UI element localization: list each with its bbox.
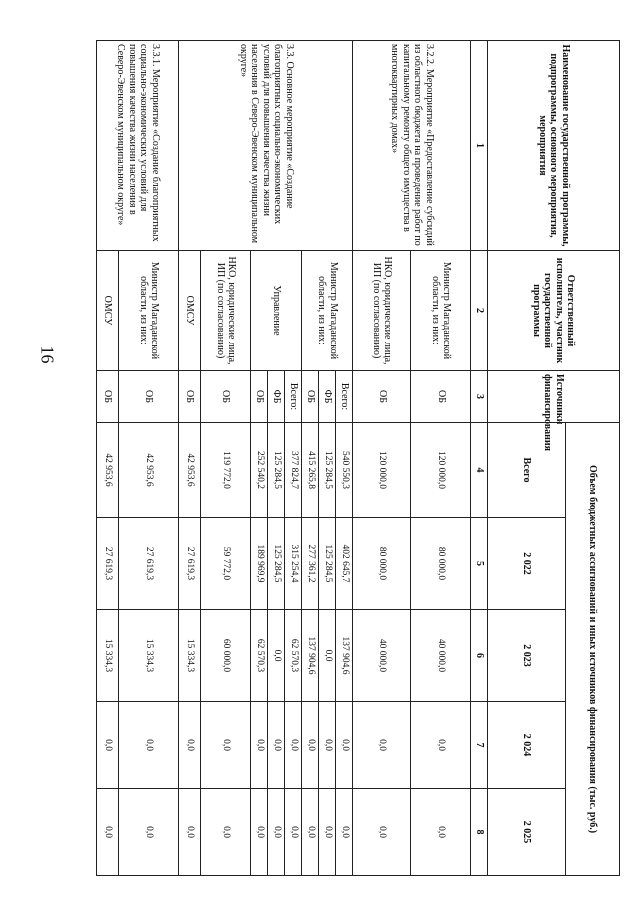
table-row <box>119 41 179 876</box>
cell-total: 120 000,0 <box>353 423 411 518</box>
row-responsible: НКО, юридические лица, ИП (по согласованию) <box>201 251 251 371</box>
row-responsible: Министр Магаданской области, из них: <box>411 251 471 371</box>
cell-2025: 0,0 <box>179 789 201 876</box>
cell-total: 125 284,5 <box>268 423 285 518</box>
cell-2023: 60 000,0 <box>201 610 251 702</box>
cell-total: 377 824,7 <box>285 423 302 518</box>
row-responsible: НКО, юридические лица, ИП (по согласованию) <box>353 251 411 371</box>
cell-2023: 15 334,3 <box>179 610 201 702</box>
cell-2024: 0,0 <box>119 702 179 789</box>
row-responsible: Министр Магаданской области, из них: <box>119 251 179 371</box>
cell-2022: 277 361,2 <box>302 518 319 610</box>
rotated-page <box>96 40 620 875</box>
header-total: Всего <box>488 423 566 518</box>
cell-2022: 125 284,5 <box>268 518 285 610</box>
cell-2022: 59 772,0 <box>201 518 251 610</box>
header-2023: 2 023 <box>488 610 566 702</box>
cell-2023: 137 904,6 <box>302 610 319 702</box>
cell-2025: 0,0 <box>285 789 302 876</box>
cell-2025: 0,0 <box>302 789 319 876</box>
row-responsible: ОМСУ <box>97 251 119 371</box>
cell-2023: 40 000,0 <box>353 610 411 702</box>
cell-2023: 0,0 <box>268 610 285 702</box>
header-responsible: Ответственный исполнитель, участник государственной программы <box>488 251 620 371</box>
cell-2023: 62 570,3 <box>285 610 302 702</box>
row-source: ОБ <box>302 371 319 423</box>
header-2024: 2 024 <box>488 702 566 789</box>
cell-2025: 0,0 <box>411 789 471 876</box>
cell-total: 42 953,6 <box>97 423 119 518</box>
row-name: 3.2.2. Мероприятие «Предоставление субсидий из областного бюджета на проведение работ по капитальному ремонту общего имущества в многоквартирных домах» <box>353 41 471 251</box>
cell-2024: 0,0 <box>411 702 471 789</box>
cell-2024: 0,0 <box>285 702 302 789</box>
row-responsible: Управление <box>251 251 302 371</box>
row-source: ОБ <box>97 371 119 423</box>
cell-2024: 0,0 <box>353 702 411 789</box>
colnum-8: 8 <box>471 789 488 876</box>
cell-total: 125 284,5 <box>319 423 336 518</box>
row-source: ОБ <box>411 371 471 423</box>
cell-total: 42 953,6 <box>119 423 179 518</box>
cell-total: 540 550,3 <box>336 423 353 518</box>
cell-2022: 189 969,9 <box>251 518 268 610</box>
row-source: Всего: <box>336 371 353 423</box>
row-responsible: Министр Магаданской области, из них: <box>302 251 353 371</box>
colnum-3: 3 <box>471 371 488 423</box>
cell-2023: 62 570,3 <box>251 610 268 702</box>
row-name: 3.3.1. Мероприятие «Создание благоприятных социально-экономических условий для повышения качества жизни населения в Северо-Эвенском муниципальном округе» <box>97 41 179 251</box>
cell-2024: 0,0 <box>201 702 251 789</box>
cell-total: 42 953,6 <box>179 423 201 518</box>
cell-total: 415 265,8 <box>302 423 319 518</box>
cell-2025: 0,0 <box>319 789 336 876</box>
colnum-6: 6 <box>471 610 488 702</box>
row-name: 3.3. Основное мероприятие «Создание благоприятных социально-экономических условий для повышения качества жизни населения в Северо-Эвенском муниципальном округе» <box>179 41 353 251</box>
row-source: ОБ <box>353 371 411 423</box>
cell-2022: 402 645,7 <box>336 518 353 610</box>
header-source: Источники финансирования <box>488 371 620 423</box>
cell-2025: 0,0 <box>336 789 353 876</box>
cell-2022: 27 619,3 <box>97 518 119 610</box>
page-number: 16 <box>37 345 58 364</box>
cell-2025: 0,0 <box>353 789 411 876</box>
row-source: ОБ <box>251 371 268 423</box>
cell-2023: 15 334,3 <box>97 610 119 702</box>
colnum-1: 1 <box>471 41 488 251</box>
header-2022: 2 022 <box>488 518 566 610</box>
cell-2025: 0,0 <box>119 789 179 876</box>
cell-2025: 0,0 <box>268 789 285 876</box>
row-responsible: ОМСУ <box>179 251 201 371</box>
funding-table <box>96 40 620 876</box>
cell-2022: 27 619,3 <box>179 518 201 610</box>
cell-2024: 0,0 <box>302 702 319 789</box>
header-name: Наименование государственной программы, подпрограммы, основного мероприятия, мероприятия <box>488 41 620 251</box>
cell-total: 119 772,0 <box>201 423 251 518</box>
row-source: ОБ <box>201 371 251 423</box>
cell-2022: 125 284,5 <box>319 518 336 610</box>
cell-2025: 0,0 <box>97 789 119 876</box>
cell-2024: 0,0 <box>268 702 285 789</box>
cell-2023: 137 904,6 <box>336 610 353 702</box>
cell-2025: 0,0 <box>251 789 268 876</box>
colnum-4: 4 <box>471 423 488 518</box>
cell-2023: 15 334,3 <box>119 610 179 702</box>
colnum-7: 7 <box>471 702 488 789</box>
row-source: ОБ <box>119 371 179 423</box>
row-source: ФБ <box>268 371 285 423</box>
cell-2023: 0,0 <box>319 610 336 702</box>
cell-2024: 0,0 <box>179 702 201 789</box>
header-2025: 2 025 <box>488 789 566 876</box>
colnum-2: 2 <box>471 251 488 371</box>
cell-2022: 27 619,3 <box>119 518 179 610</box>
table-wrapper <box>96 40 620 875</box>
cell-total: 252 540,2 <box>251 423 268 518</box>
cell-2024: 0,0 <box>251 702 268 789</box>
cell-2024: 0,0 <box>97 702 119 789</box>
table-row <box>411 41 471 876</box>
header-funding-group: Объем бюджетных ассигнований и иных источников финансирования (тыс. руб.) <box>566 423 620 876</box>
row-source: ФБ <box>319 371 336 423</box>
cell-2022: 80 000,0 <box>353 518 411 610</box>
colnum-5: 5 <box>471 518 488 610</box>
cell-total: 120 000,0 <box>411 423 471 518</box>
cell-2022: 80 000,0 <box>411 518 471 610</box>
cell-2024: 0,0 <box>336 702 353 789</box>
cell-2024: 0,0 <box>319 702 336 789</box>
cell-2022: 315 254,4 <box>285 518 302 610</box>
row-source: ОБ <box>179 371 201 423</box>
row-source: Всего: <box>285 371 302 423</box>
cell-2023: 40 000,0 <box>411 610 471 702</box>
cell-2025: 0,0 <box>201 789 251 876</box>
table-row <box>336 41 353 876</box>
